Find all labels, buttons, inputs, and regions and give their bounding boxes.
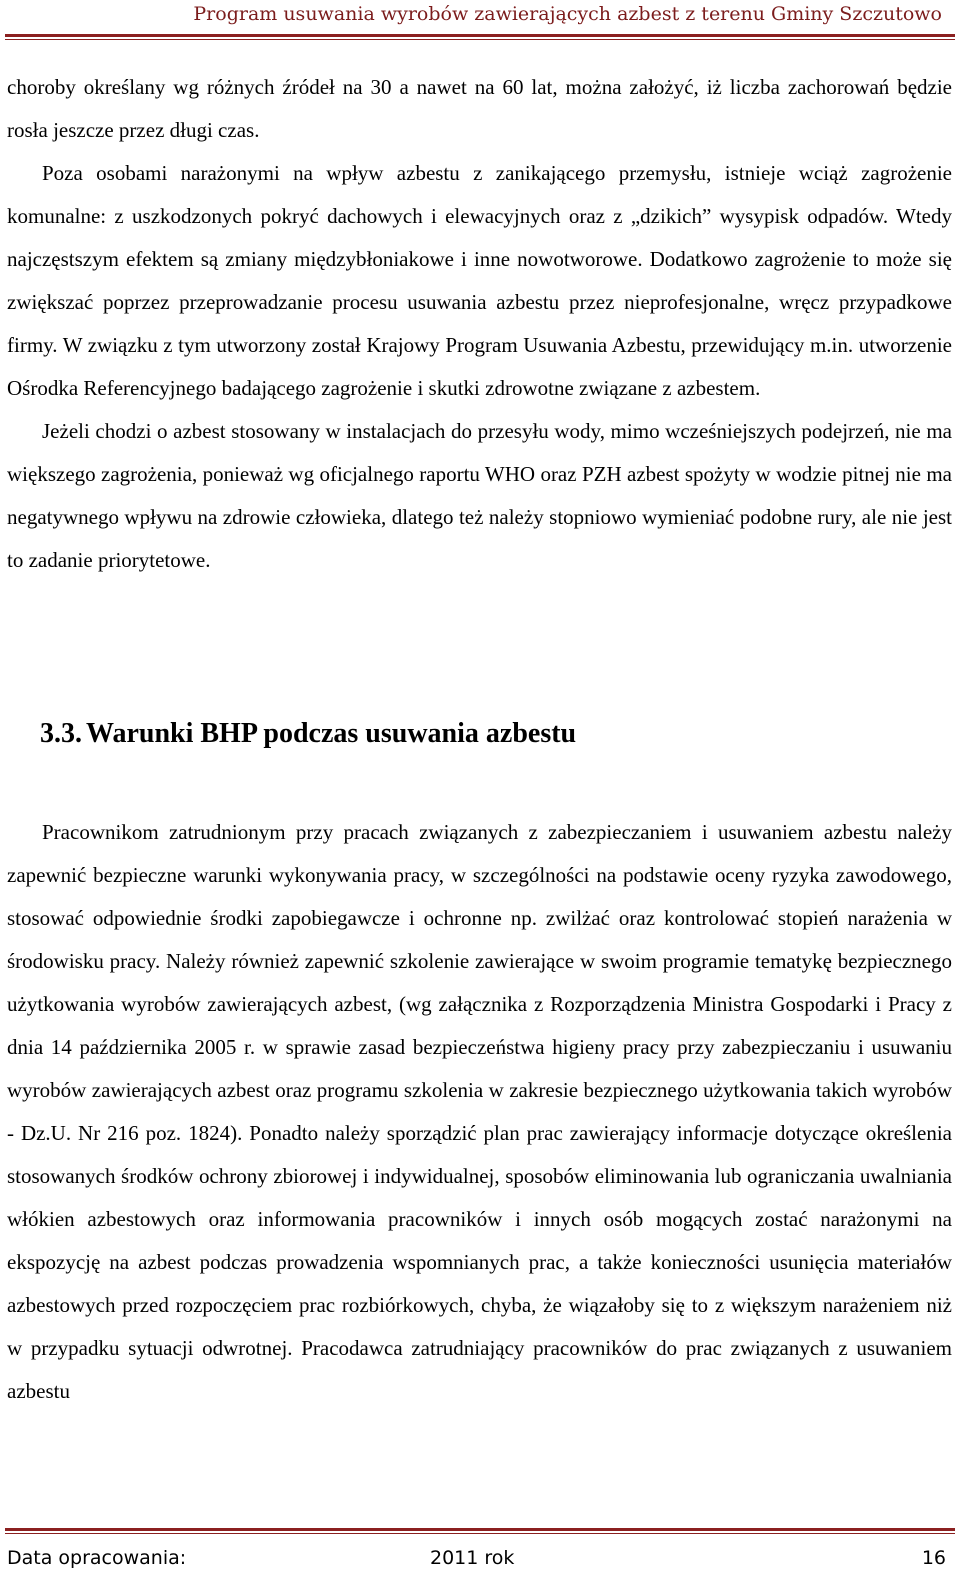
running-header: Program usuwania wyrobów zawierających azbest z terenu Gminy Szczutowo xyxy=(193,3,942,25)
page-number: 16 xyxy=(921,1547,946,1569)
paragraph-bhp: Pracownikom zatrudnionym przy pracach związanych z zabezpieczaniem i usuwaniem azbestu należy zapewnić bezpieczne warunki wykonywania pracy, w szczególności na podstawie oceny ryzyka zawodowego, stosować odpowiednie środki zapobiegawcze i ochronne np. zwilżać oraz kontrolować stopień narażenia w środowisku pracy. Należy również zapewnić szkolenie zawierające w swoim programie tematykę bezpiecznego użytkowania wyrobów zawierających azbest, (wg załącznika z Rozporządzenia Ministra Gospodarki i Pracy z dnia 14 października 2005 r. w sprawie zasad bezpieczeństwa higieny pracy przy zabezpieczaniu i usuwaniu wyrobów zawierających azbest oraz programu szkolenia w zakresie bezpiecznego użytkowania takich wyrobów - Dz.U. Nr 216 poz. 1824). Ponadto należy sporządzić plan prac zawierający informacje dotyczące określenia stosowanych środków ochrony zbiorowej i indywidualnej, sposobów eliminowania lub ograniczania uwalniania włókien azbestowych oraz informowania pracowników i innych osób mogących zostać narażonymi na ekspozycję na azbest podczas prowadzenia wspomnianych prac, a także konieczności usunięcia materiałów azbestowych przed rozpoczęciem prac rozbiórkowych, chyba, że wiązałoby się to z większym narażeniem niż w przypadku sytuacji odwrotnej. Pracodawca zatrudniający pracowników do prac związanych z usuwaniem azbestu xyxy=(7,820,952,1403)
section-heading xyxy=(40,710,576,758)
page-footer xyxy=(0,1538,960,1578)
header-rule xyxy=(5,34,955,37)
footer-label: Data opracowania: xyxy=(7,1547,187,1569)
section-title: Warunki BHP podczas usuwania azbestu xyxy=(86,718,577,749)
header-rule-thin xyxy=(5,39,955,40)
body-section xyxy=(7,811,952,1413)
section-number: 3.3. xyxy=(40,718,82,749)
body-top xyxy=(7,66,952,582)
footer-year: 2011 rok xyxy=(430,1547,515,1569)
footer-rule-thin xyxy=(5,1533,955,1534)
paragraph-continuation: choroby określany wg różnych źródeł na 30 a nawet na 60 lat, można założyć, iż liczba zachorowań będzie rosła jeszcze przez długi czas. xyxy=(7,75,952,142)
paragraph-communal-hazard: Poza osobami narażonymi na wpływ azbestu z zanikającego przemysłu, istnieje wciąż zagrożenie komunalne: z uszkodzonych pokryć dachowych i elewacyjnych oraz z „dzikich” wysypisk odpadów. Wtedy najczęstszym efektem są zmiany międzybłoniakowe i inne nowotworowe. Dodatkowo zagrożenie to może się zwiększać poprzez przeprowadzanie procesu usuwania azbestu przez nieprofesjonalne, wręcz przypadkowe firmy. W związku z tym utworzony został Krajowy Program Usuwania Azbestu, przewidujący m.in. utworzenie Ośrodka Referencyjnego badającego zagrożenie i skutki zdrowotne związane z azbestem. xyxy=(7,161,952,400)
footer-rule xyxy=(5,1528,955,1531)
paragraph-water-pipes: Jeżeli chodzi o azbest stosowany w instalacjach do przesyłu wody, mimo wcześniejszych podejrzeń, nie ma większego zagrożenia, ponieważ wg oficjalnego raportu WHO oraz PZH azbest spożyty w wodzie pitnej nie ma negatywnego wpływu na zdrowie człowieka, dlatego też należy stopniowo wymieniać podobne rury, ale nie jest to zadanie priorytetowe. xyxy=(7,419,952,572)
